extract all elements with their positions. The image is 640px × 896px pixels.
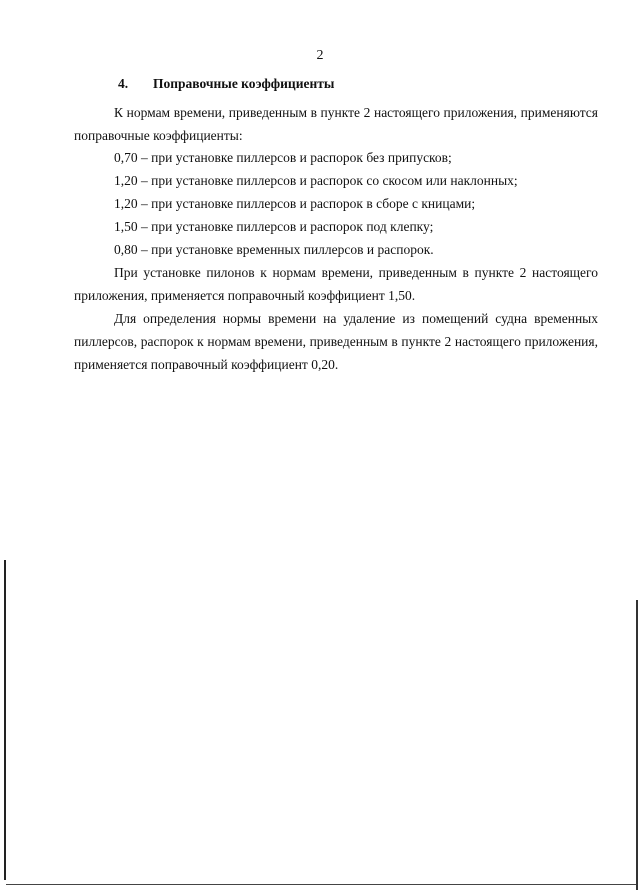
section-title: Поправочные коэффициенты <box>153 76 335 91</box>
coefficient-item: 1,50 – при установке пиллерсов и распорок под клепку; <box>114 219 434 234</box>
intro-paragraph: К нормам времени, приведенным в пункте 2 настоящего приложения, применяются поправочные коэффициенты: <box>74 105 598 143</box>
coefficient-item: 1,20 – при установке пиллерсов и распорок со скосом или наклонных; <box>114 173 518 188</box>
scan-edge-right <box>636 600 638 890</box>
removal-paragraph: Для определения нормы времени на удаление из помещений судна временных пиллерсов, распорок к нормам времени, приведенным в пункте 2 настоящего приложения, применяется поправочный коэффициент 0,20. <box>74 311 598 372</box>
pylons-paragraph: При установке пилонов к нормам времени, приведенным в пункте 2 настоящего приложения, применяется поправочный коэффициент 1,50. <box>74 265 598 303</box>
scan-edge-left <box>4 560 6 880</box>
coefficient-item: 0,80 – при установке временных пиллерсов и распорок. <box>114 242 434 257</box>
scan-edge-bottom <box>6 884 636 885</box>
section-heading <box>118 76 334 92</box>
coefficient-item: 1,20 – при установке пиллерсов и распорок в сборе с кницами; <box>114 196 476 211</box>
page-number: 2 <box>316 48 324 63</box>
section-number: 4. <box>118 76 129 91</box>
coefficient-item: 0,70 – при установке пиллерсов и распорок без припусков; <box>114 150 452 165</box>
